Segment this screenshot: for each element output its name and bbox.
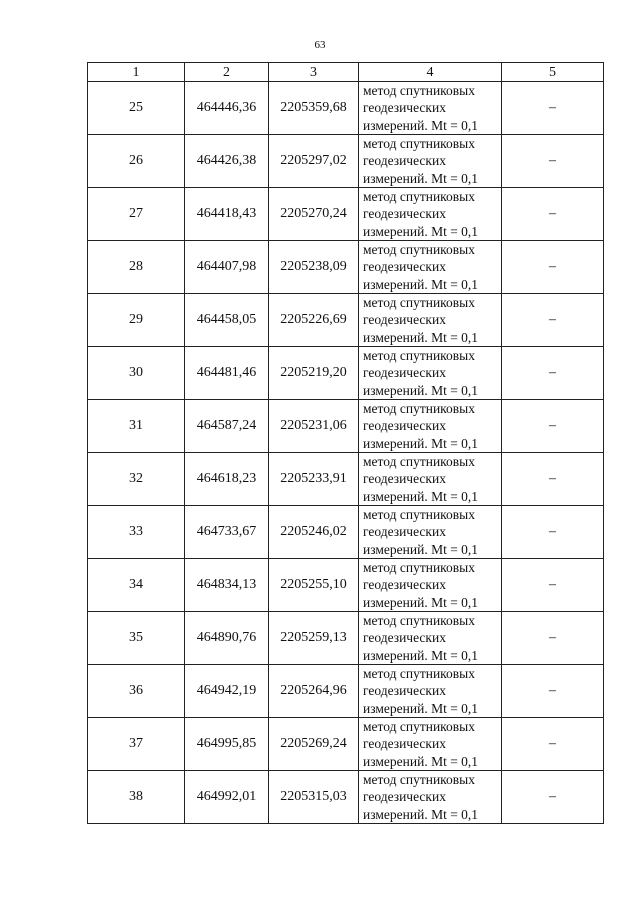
coordinate-y-cell: 2205264,96 [269,665,359,718]
coordinate-y-cell: 2205255,10 [269,559,359,612]
column-header: 1 [88,63,185,82]
point-number-cell: 31 [88,400,185,453]
method-line: геодезических [363,312,446,328]
point-number-cell: 38 [88,771,185,824]
method-line: геодезических [363,153,446,169]
table-row [88,559,604,612]
method-line: метод спутниковых [363,136,475,152]
point-number-cell: 28 [88,241,185,294]
coordinate-y-cell: 2205297,02 [269,135,359,188]
coordinate-x-cell: 464995,85 [185,718,269,771]
method-line: метод спутниковых [363,348,475,364]
method-line: метод спутниковых [363,560,475,576]
method-cell [359,241,502,294]
coordinate-x-cell: 464407,98 [185,241,269,294]
coordinate-x-cell: 464481,46 [185,347,269,400]
note-cell: – [502,559,604,612]
note-cell: – [502,718,604,771]
method-cell [359,135,502,188]
method-line: измерений. Mt = 0,1 [363,329,479,345]
table-row [88,665,604,718]
coordinate-y-cell: 2205226,69 [269,294,359,347]
table-row [88,135,604,188]
method-line: измерений. Mt = 0,1 [363,594,479,610]
method-line: метод спутниковых [363,772,475,788]
method-line: метод спутниковых [363,666,475,682]
column-header: 3 [269,63,359,82]
method-line: геодезических [363,206,446,222]
point-number-cell: 35 [88,612,185,665]
table-row [88,241,604,294]
coordinate-x-cell: 464834,13 [185,559,269,612]
table-row [88,400,604,453]
coordinate-y-cell: 2205246,02 [269,506,359,559]
method-cell [359,771,502,824]
method-line: измерений. Mt = 0,1 [363,435,479,451]
point-number-cell: 25 [88,82,185,135]
coordinate-x-cell: 464446,36 [185,82,269,135]
method-line: геодезических [363,789,446,805]
note-cell: – [502,665,604,718]
method-line: метод спутниковых [363,401,475,417]
method-line: измерений. Mt = 0,1 [363,223,479,239]
method-line: геодезических [363,418,446,434]
note-cell: – [502,294,604,347]
note-cell: – [502,506,604,559]
point-number-cell: 36 [88,665,185,718]
method-cell [359,506,502,559]
method-cell [359,294,502,347]
point-number-cell: 27 [88,188,185,241]
method-line: измерений. Mt = 0,1 [363,276,479,292]
method-line: измерений. Mt = 0,1 [363,488,479,504]
method-line: геодезических [363,365,446,381]
table-row [88,188,604,241]
method-line: метод спутниковых [363,295,475,311]
coordinate-y-cell: 2205259,13 [269,612,359,665]
method-line: геодезических [363,577,446,593]
column-header: 5 [502,63,604,82]
column-header: 2 [185,63,269,82]
coordinate-y-cell: 2205270,24 [269,188,359,241]
coordinate-y-cell: 2205231,06 [269,400,359,453]
table-row [88,347,604,400]
method-cell [359,718,502,771]
column-header: 4 [359,63,502,82]
method-line: геодезических [363,736,446,752]
method-line: измерений. Mt = 0,1 [363,647,479,663]
method-cell [359,188,502,241]
note-cell: – [502,612,604,665]
coordinate-x-cell: 464733,67 [185,506,269,559]
coordinate-x-cell: 464426,38 [185,135,269,188]
method-line: метод спутниковых [363,719,475,735]
method-line: измерений. Mt = 0,1 [363,541,479,557]
note-cell: – [502,82,604,135]
method-cell [359,612,502,665]
table-row [88,612,604,665]
coordinate-y-cell: 2205233,91 [269,453,359,506]
note-cell: – [502,771,604,824]
note-cell: – [502,188,604,241]
note-cell: – [502,453,604,506]
method-line: геодезических [363,100,446,116]
table-row [88,294,604,347]
point-number-cell: 33 [88,506,185,559]
method-line: метод спутниковых [363,454,475,470]
point-number-cell: 29 [88,294,185,347]
coordinate-y-cell: 2205238,09 [269,241,359,294]
coordinate-x-cell: 464458,05 [185,294,269,347]
table-body [88,82,604,824]
method-line: измерений. Mt = 0,1 [363,700,479,716]
point-number-cell: 26 [88,135,185,188]
method-line: метод спутниковых [363,613,475,629]
point-number-cell: 32 [88,453,185,506]
method-line: геодезических [363,259,446,275]
coordinate-y-cell: 2205219,20 [269,347,359,400]
method-line: измерений. Mt = 0,1 [363,806,479,822]
page-number: 63 [314,39,326,51]
method-line: метод спутниковых [363,507,475,523]
method-cell [359,347,502,400]
point-number-cell: 30 [88,347,185,400]
note-cell: – [502,241,604,294]
method-cell [359,453,502,506]
method-cell [359,665,502,718]
coordinate-x-cell: 464890,76 [185,612,269,665]
note-cell: – [502,400,604,453]
method-line: метод спутниковых [363,83,475,99]
method-line: метод спутниковых [363,242,475,258]
method-line: геодезических [363,471,446,487]
coordinate-x-cell: 464992,01 [185,771,269,824]
note-cell: – [502,347,604,400]
method-line: метод спутниковых [363,189,475,205]
method-line: геодезических [363,524,446,540]
method-line: измерений. Mt = 0,1 [363,382,479,398]
method-cell [359,82,502,135]
table-row [88,506,604,559]
method-cell [359,559,502,612]
coordinate-x-cell: 464587,24 [185,400,269,453]
method-line: геодезических [363,630,446,646]
method-cell [359,400,502,453]
coordinate-x-cell: 464418,43 [185,188,269,241]
coordinate-y-cell: 2205269,24 [269,718,359,771]
coordinate-y-cell: 2205359,68 [269,82,359,135]
method-line: геодезических [363,683,446,699]
table-row [88,718,604,771]
coordinates-table [87,62,604,824]
method-line: измерений. Mt = 0,1 [363,117,479,133]
point-number-cell: 34 [88,559,185,612]
method-line: измерений. Mt = 0,1 [363,753,479,769]
note-cell: – [502,135,604,188]
coordinate-x-cell: 464618,23 [185,453,269,506]
table-header-row [88,63,604,82]
method-line: измерений. Mt = 0,1 [363,170,479,186]
coordinate-x-cell: 464942,19 [185,665,269,718]
table-row [88,82,604,135]
table-row [88,453,604,506]
coordinate-y-cell: 2205315,03 [269,771,359,824]
table-row [88,771,604,824]
point-number-cell: 37 [88,718,185,771]
